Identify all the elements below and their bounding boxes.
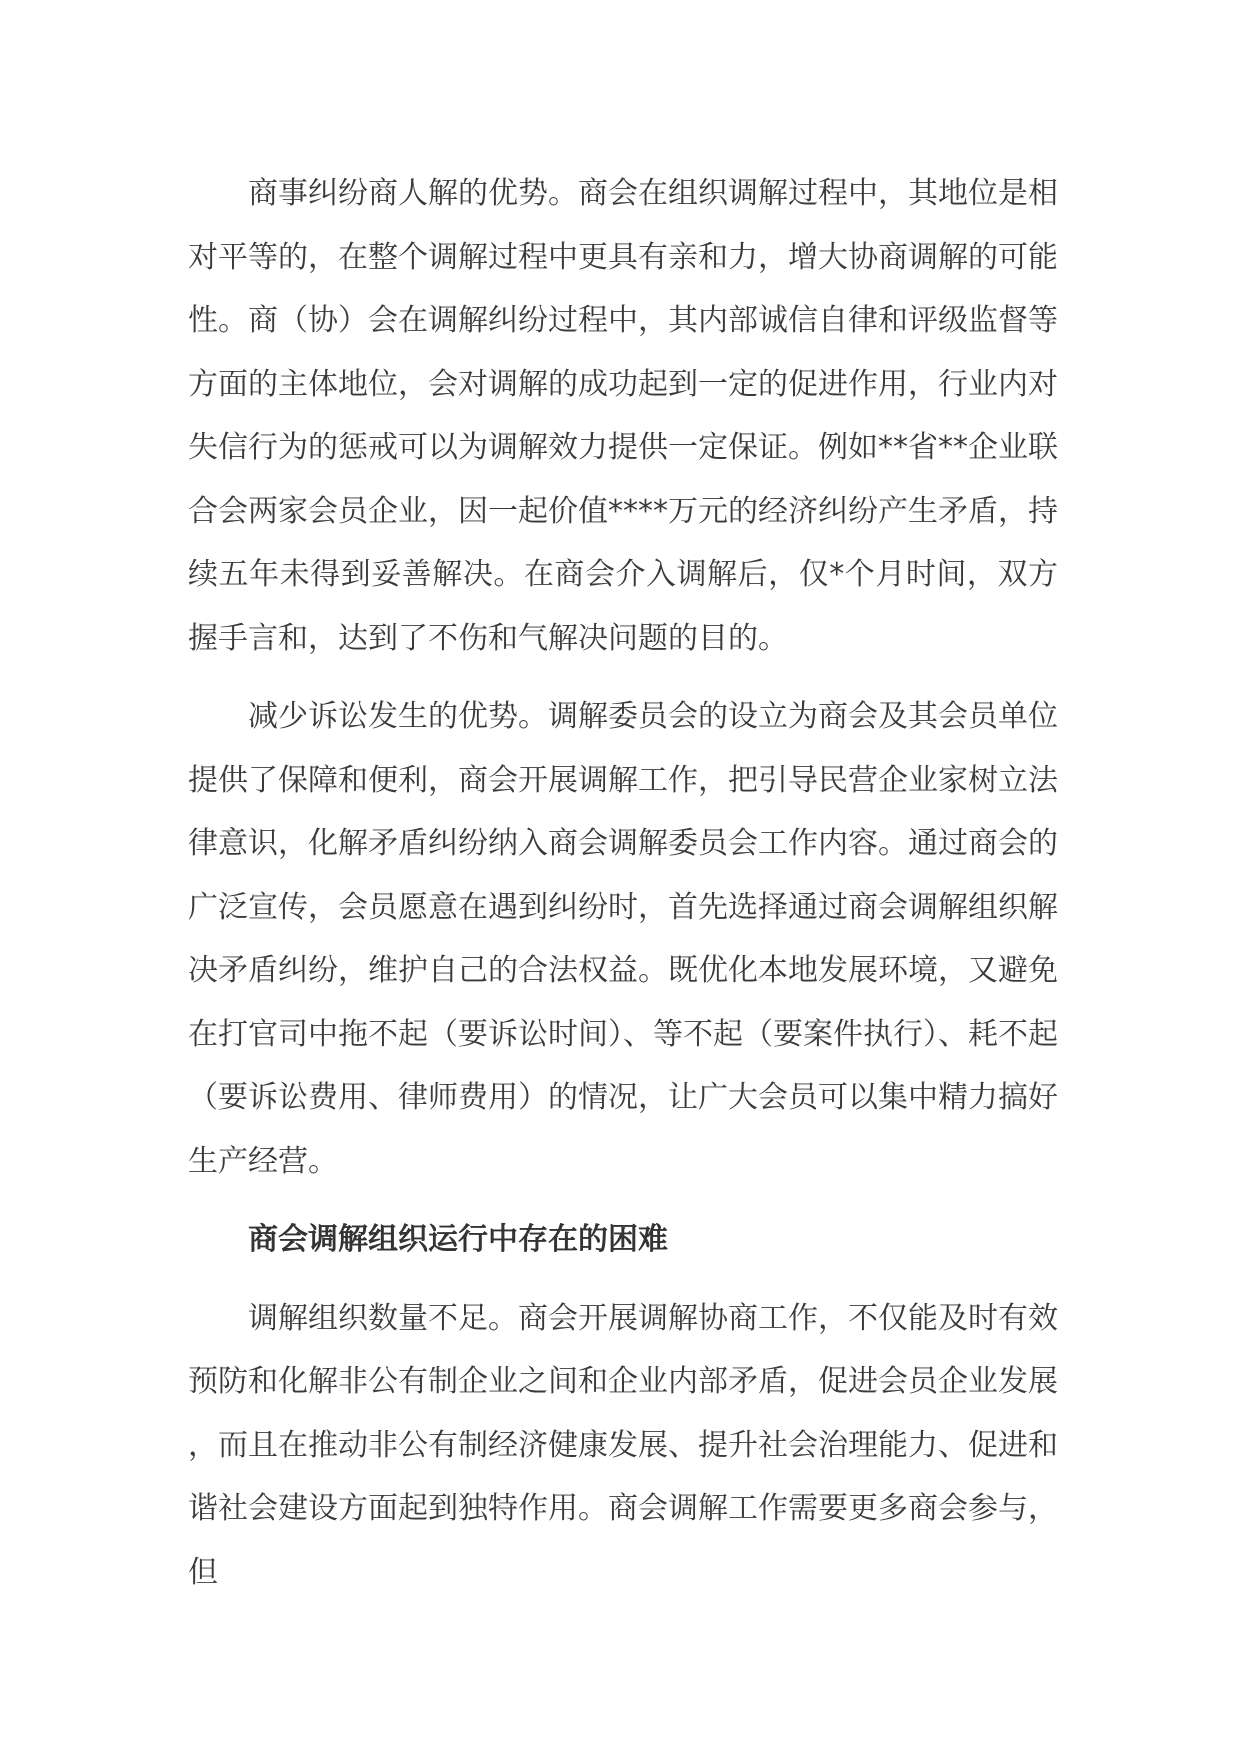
document-body	[188, 162, 1058, 1619]
paragraph-commercial-dispute-advantage: 商事纠纷商人解的优势。商会在组织调解过程中，其地位是相对平等的，在整个调解过程中更具有亲和力，增大协商调解的可能性。商（协）会在调解纠纷过程中，其内部诚信自律和评级监督等方面的主体地位，会对调解的成功起到一定的促进作用，行业内对失信行为的惩戒可以为调解效力提供一定保证。例如**省**企业联合会两家会员企业，因一起价值****万元的经济纠纷产生矛盾，持续五年未得到妥善解决。在商会介入调解后，仅*个月时间，双方握手言和，达到了不伤和气解决问题的目的。	[188, 176, 1058, 656]
paragraph-reduce-litigation-advantage: 减少诉讼发生的优势。调解委员会的设立为商会及其会员单位提供了保障和便利，商会开展调解工作，把引导民营企业家树立法律意识，化解矛盾纠纷纳入商会调解委员会工作内容。通过商会的广泛宣传，会员愿意在遇到纠纷时，首先选择通过商会调解组织解决矛盾纠纷，维护自己的合法权益。既优化本地发展环境，又避免在打官司中拖不起（要诉讼时间）、等不起（要案件执行）、耗不起（要诉讼费用、律师费用）的情况，让广大会员可以集中精力搞好生产经营。	[188, 699, 1058, 1179]
section-heading-difficulties: 商会调解组织运行中存在的困难	[248, 1222, 668, 1257]
paragraph-insufficient-organizations: 调解组织数量不足。商会开展调解协商工作，不仅能及时有效预防和化解非公有制企业之间和企业内部矛盾，促进会员企业发展，而且在推动非公有制经济健康发展、提升社会治理能力、促进和谐社会建设方面起到独特作用。商会调解工作需要更多商会参与，但	[188, 1300, 1058, 1590]
